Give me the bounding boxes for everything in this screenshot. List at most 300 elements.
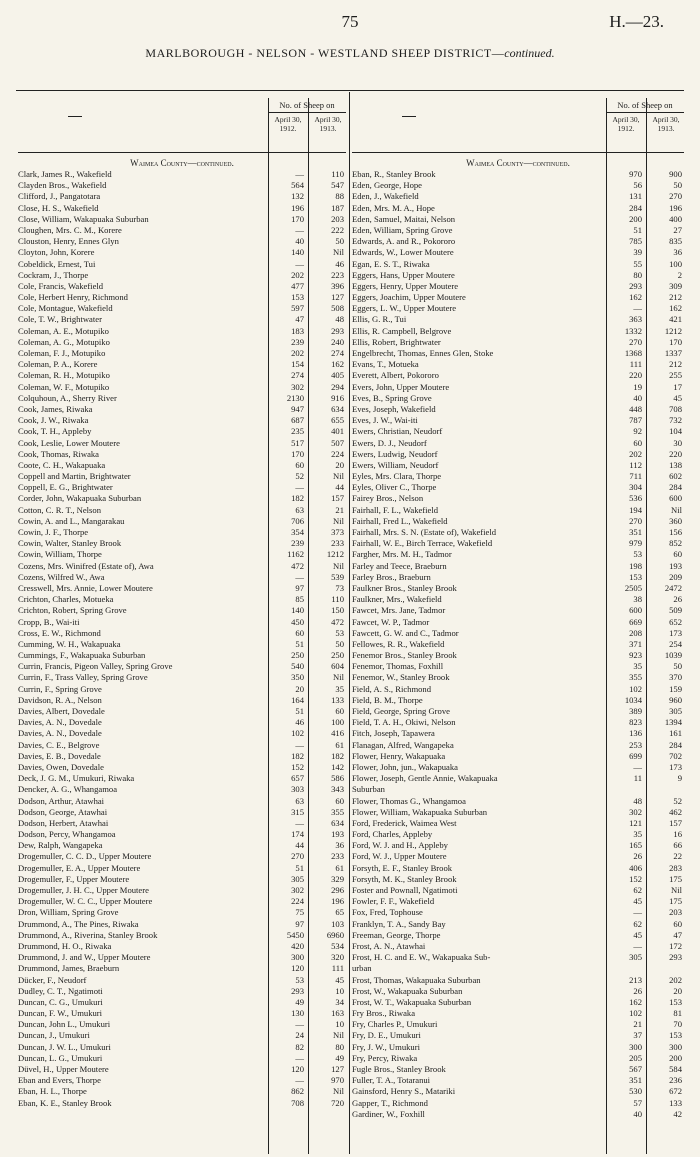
sheep-1913-value: 634 bbox=[331, 817, 344, 828]
sheep-1912-value: 136 bbox=[629, 728, 642, 739]
sheep-1913-value: 153 bbox=[669, 1030, 682, 1041]
sheep-1913-value: 163 bbox=[331, 1008, 344, 1019]
table-row bbox=[352, 583, 684, 594]
sheep-on-header: No. of Sheep on bbox=[617, 100, 673, 110]
table-row bbox=[18, 975, 346, 986]
owner-name: Frost, A. N., Atawhai bbox=[352, 940, 426, 951]
table-row bbox=[18, 370, 346, 381]
owner-name: Field, B. M., Thorpe bbox=[352, 694, 423, 705]
owner-name: Ewers, Ludwig, Neudorf bbox=[352, 448, 438, 459]
sheep-1913-value: 254 bbox=[669, 638, 682, 649]
owner-name: Cozens, Wilfred W., Awa bbox=[18, 571, 105, 582]
owner-name: Fairhall, F. L., Wakefield bbox=[352, 504, 439, 515]
sheep-1913-value: 157 bbox=[669, 817, 682, 828]
sheep-1913-value: 547 bbox=[331, 180, 344, 191]
table-row bbox=[352, 706, 684, 717]
owner-name: Fargher, Mrs. M. H., Tadmor bbox=[352, 549, 452, 560]
sheep-1913-value: 52 bbox=[673, 795, 682, 806]
sheep-1913-value: 274 bbox=[331, 348, 344, 358]
sheep-1913-value: Nil bbox=[333, 515, 344, 526]
owner-name: Fry, Percy, Riwaka bbox=[352, 1052, 418, 1063]
sheep-1912-value: 131 bbox=[629, 191, 642, 202]
owner-name: Fenemor, Thomas, Foxhill bbox=[352, 661, 444, 672]
table-row bbox=[352, 393, 684, 404]
sheep-1912-value: 19 bbox=[633, 381, 642, 392]
owner-name: Dencker, A. G., Whangamoa bbox=[18, 784, 118, 795]
owner-name: Drummond, James, Braeburn bbox=[18, 963, 120, 974]
table-row bbox=[352, 874, 684, 885]
sheep-1913-value: 60 bbox=[673, 918, 682, 929]
table-row bbox=[352, 1109, 684, 1120]
table-row bbox=[352, 919, 684, 930]
sheep-1912-value: 305 bbox=[291, 873, 304, 884]
sheep-1912-value: 85 bbox=[295, 594, 304, 605]
sheep-1912-value: 63 bbox=[295, 504, 304, 515]
sheep-1913-value: 110 bbox=[331, 169, 344, 179]
owner-name: Dodson, Arthur, Atawhai bbox=[18, 795, 105, 806]
sheep-1912-value: 923 bbox=[629, 650, 642, 661]
page-number: 75 bbox=[341, 12, 359, 31]
table-row bbox=[352, 930, 684, 941]
owner-name: Gainsford, Henry S., Matariki bbox=[352, 1086, 456, 1097]
sheep-1913-value: 600 bbox=[669, 493, 682, 504]
owner-name: Egan, E. S. T., Riwaka bbox=[352, 258, 430, 269]
table-row bbox=[18, 326, 346, 337]
owner-name: Cozens, Mrs. Winifred (Estate of), Awa bbox=[18, 560, 154, 571]
owner-name: Eden, George, Hope bbox=[352, 180, 423, 191]
sheep-1912-value: 51 bbox=[295, 638, 304, 649]
sheep-1913-value: 133 bbox=[331, 694, 344, 705]
owner-name: Eden, Mrs. M. A., Hope bbox=[352, 202, 435, 213]
section-heading: Waimea County—continued. bbox=[130, 158, 234, 168]
table-row bbox=[18, 1053, 346, 1064]
sheep-1912-value: 213 bbox=[629, 974, 642, 985]
owner-name: Drogemuller, C. C. D., Upper Moutere bbox=[18, 851, 152, 862]
sheep-1912-value: 97 bbox=[295, 582, 304, 593]
table-row bbox=[352, 348, 684, 359]
owner-name: Frost, W. T., Wakapuaka Suburban bbox=[352, 996, 472, 1007]
owner-name: Ewers, William, Neudorf bbox=[352, 459, 439, 470]
owner-name: Fawcet, W. P., Tadmor bbox=[352, 616, 430, 627]
sheep-1913-value: 65 bbox=[335, 907, 344, 918]
sheep-1912-value: 20 bbox=[295, 683, 304, 694]
table-row bbox=[352, 672, 684, 683]
owner-name: Fitch, Joseph, Tapawera bbox=[352, 728, 435, 739]
owner-name: Drummond, A., The Pines, Riwaka bbox=[18, 918, 139, 929]
sheep-1913-value: 46 bbox=[335, 258, 344, 269]
owner-name: Eggers, Joachim, Upper Moutere bbox=[352, 292, 466, 303]
owner-name: Duncan, F. W., Umukuri bbox=[18, 1008, 103, 1019]
sheep-1913-value: 405 bbox=[331, 370, 344, 381]
table-row bbox=[352, 236, 684, 247]
sheep-1913-value: 203 bbox=[669, 907, 682, 918]
owner-name: Evans, T., Motueka bbox=[352, 359, 419, 370]
table-row bbox=[18, 505, 346, 516]
sheep-1913-value: 44 bbox=[335, 482, 344, 493]
owner-name: Crichton, Charles, Motueka bbox=[18, 594, 114, 605]
sheep-1912-value: 40 bbox=[295, 236, 304, 247]
table-row bbox=[18, 415, 346, 426]
sheep-1912-value: 82 bbox=[295, 1041, 304, 1052]
sheep-1913-value: 47 bbox=[673, 929, 682, 940]
sheep-1912-value: 2505 bbox=[624, 582, 642, 593]
sheep-1912-value: 205 bbox=[629, 1052, 642, 1063]
owner-name: Davies, Albert, Dovedale bbox=[18, 706, 105, 716]
sheep-1913-value: 708 bbox=[669, 403, 682, 414]
left-column bbox=[18, 98, 346, 1109]
sheep-1913-value: 182 bbox=[331, 750, 344, 761]
sheep-1912-value: — bbox=[633, 940, 642, 951]
owner-name: Cook, T. H., Appleby bbox=[18, 426, 92, 437]
owner-name: Ewers, D. J., Neudorf bbox=[352, 437, 427, 448]
owner-name: Davies, A. N., Dovedale bbox=[18, 728, 102, 739]
owner-name: Cole, T. W., Brightwater bbox=[18, 314, 102, 325]
table-row bbox=[352, 740, 684, 751]
owner-name: Eggers, Hans, Upper Moutere bbox=[352, 269, 455, 280]
sheep-1912-value: 62 bbox=[633, 918, 642, 929]
owner-name: Clifford, J., Pangatotara bbox=[18, 191, 101, 202]
owner-name: Fowler, F. F., Wakefield bbox=[352, 896, 435, 907]
owner-name: Forsyth, E. F., Stanley Brook bbox=[352, 862, 453, 873]
table-row bbox=[352, 1008, 684, 1019]
owner-name: Duncan, J., Umukuri bbox=[18, 1030, 90, 1041]
table-row bbox=[352, 482, 684, 493]
sheep-1912-value: 657 bbox=[291, 773, 304, 784]
owner-name: Eyles, Oliver C., Thorpe bbox=[352, 482, 437, 493]
sheep-1913-value: 88 bbox=[335, 191, 344, 202]
owner-name: Drogemuller, E. A., Upper Moutere bbox=[18, 862, 141, 873]
sheep-1912-value: 45 bbox=[633, 929, 642, 940]
sheep-1913-value: 156 bbox=[669, 527, 682, 537]
sheep-1912-value: 708 bbox=[291, 1097, 304, 1108]
sheep-1912-value: — bbox=[295, 739, 304, 750]
sheep-1913-value: 173 bbox=[669, 761, 682, 772]
sheep-1913-value: 170 bbox=[669, 336, 682, 347]
table-row bbox=[352, 538, 684, 549]
sheep-1913-value: 48 bbox=[335, 314, 344, 325]
owner-name: Fenemor Bros., Stanley Brook bbox=[352, 650, 457, 661]
table-row bbox=[18, 986, 346, 997]
sheep-1913-value: 61 bbox=[335, 862, 344, 873]
sheep-1912-value: 153 bbox=[291, 292, 304, 303]
right-column bbox=[352, 98, 684, 1120]
table-row bbox=[18, 605, 346, 616]
table-row bbox=[18, 997, 346, 1008]
sheep-1913-value: 900 bbox=[669, 169, 682, 179]
owner-name: Davies, C. E., Belgrove bbox=[18, 739, 100, 750]
sheep-1913-value: 133 bbox=[669, 1097, 682, 1108]
table-row bbox=[18, 259, 346, 270]
sheep-1912-value: 53 bbox=[633, 549, 642, 560]
table-row bbox=[352, 986, 684, 997]
sheep-1912-value: 5450 bbox=[286, 929, 304, 940]
table-row bbox=[18, 740, 346, 751]
table-row bbox=[352, 471, 684, 482]
owner-name: Everett, Albert, Pokororo bbox=[352, 370, 439, 381]
owner-name: Eggers, Henry, Upper Moutere bbox=[352, 280, 459, 291]
owner-name: Flower, Henry, Wakapuaka bbox=[352, 750, 446, 761]
sheep-1913-value: 240 bbox=[331, 336, 344, 347]
sheep-1913-value: 224 bbox=[331, 448, 344, 459]
owner-name: Foster and Pownall, Ngatimoti bbox=[352, 885, 458, 895]
sheep-1912-value: 162 bbox=[629, 996, 642, 1007]
table-row bbox=[18, 807, 346, 818]
owner-name: Clark, James R., Wakefield bbox=[18, 169, 112, 179]
table-row bbox=[352, 337, 684, 348]
sheep-1913-value: 400 bbox=[669, 213, 682, 224]
sheep-1913-value: 916 bbox=[331, 392, 344, 403]
sheep-1912-value: 293 bbox=[291, 985, 304, 996]
sheep-1912-value: 52 bbox=[295, 471, 304, 482]
owner-name: Engelbrecht, Thomas, Ennes Glen, Stoke bbox=[352, 348, 494, 358]
right-column-header bbox=[352, 98, 684, 153]
sheep-1912-value: 194 bbox=[629, 504, 642, 515]
table-row bbox=[352, 896, 684, 907]
table-row bbox=[352, 796, 684, 807]
title-main: MARLBOROUGH - NELSON - WESTLAND SHEEP DISTRICT— bbox=[145, 46, 505, 60]
sheep-1912-value: 37 bbox=[633, 1030, 642, 1041]
owner-name: Fairhall, Mrs. S. N. (Estate of), Wakefield bbox=[352, 527, 497, 537]
owner-name: Fawcet, Mrs. Jane, Tadmor bbox=[352, 605, 446, 616]
sheep-1913-value: 175 bbox=[669, 873, 682, 884]
sheep-1913-value: 835 bbox=[669, 236, 682, 247]
sheep-1912-value: 540 bbox=[291, 661, 304, 672]
sheep-1913-value: 294 bbox=[331, 381, 344, 392]
sheep-1912-value: 389 bbox=[629, 706, 642, 716]
owner-name: Coote, C. H., Wakapuaka bbox=[18, 459, 106, 470]
sheep-1912-value: 48 bbox=[633, 795, 642, 806]
sheep-1912-value: 154 bbox=[291, 359, 304, 370]
table-row bbox=[18, 583, 346, 594]
sheep-1912-value: 102 bbox=[629, 683, 642, 694]
owner-name: Fuller, T. A., Totaranui bbox=[352, 1075, 431, 1086]
sheep-1912-value: 111 bbox=[629, 359, 642, 370]
sheep-1912-value: 132 bbox=[291, 191, 304, 202]
sheep-1912-value: 200 bbox=[629, 213, 642, 224]
owner-name: Freeman, George, Thorpe bbox=[352, 929, 441, 940]
sheep-1913-value: 602 bbox=[669, 471, 682, 482]
sheep-1913-value: 127 bbox=[331, 1064, 344, 1074]
sheep-1913-value: 193 bbox=[331, 829, 344, 840]
sheep-1912-value: 979 bbox=[629, 538, 642, 549]
sheep-1912-value: 302 bbox=[629, 806, 642, 817]
sheep-1913-value: 20 bbox=[673, 985, 682, 996]
right-rows bbox=[352, 169, 684, 1120]
table-row bbox=[18, 449, 346, 460]
sheep-1912-value: — bbox=[295, 817, 304, 828]
table-row bbox=[352, 203, 684, 214]
sheep-1912-value: 687 bbox=[291, 415, 304, 426]
sheep-1913-value: 138 bbox=[669, 459, 682, 470]
sheep-1912-value: 302 bbox=[291, 381, 304, 392]
table-row bbox=[352, 818, 684, 829]
table-row bbox=[18, 639, 346, 650]
sheep-1913-value: 401 bbox=[331, 426, 344, 437]
owner-name: Cole, Montague, Wakefield bbox=[18, 303, 113, 314]
owner-name: Cook, Leslie, Lower Moutere bbox=[18, 437, 120, 448]
sheep-1913-value: 507 bbox=[331, 437, 344, 448]
sheep-1912-value: 55 bbox=[633, 258, 642, 269]
table-row bbox=[18, 482, 346, 493]
owner-name: Fry, Charles P., Umukuri bbox=[352, 1019, 438, 1030]
table-row bbox=[18, 684, 346, 695]
sheep-1912-value: 304 bbox=[629, 482, 642, 493]
sheep-1913-value: Nil bbox=[333, 247, 344, 258]
owner-name: Duncan, L. G., Umukuri bbox=[18, 1052, 103, 1063]
sheep-1913-value: 200 bbox=[669, 1052, 682, 1063]
table-row bbox=[18, 628, 346, 639]
table-row bbox=[18, 527, 346, 538]
table-row bbox=[352, 617, 684, 628]
table-row bbox=[18, 493, 346, 504]
sheep-1913-value: 36 bbox=[673, 247, 682, 258]
table-row bbox=[18, 874, 346, 885]
sheep-1912-value: 120 bbox=[291, 1064, 304, 1074]
owner-name: Coleman, F. J., Motupiko bbox=[18, 348, 106, 358]
sheep-1912-value: 11 bbox=[633, 773, 642, 784]
table-row bbox=[352, 661, 684, 672]
sheep-1913-value: 150 bbox=[331, 605, 344, 616]
table-row bbox=[18, 191, 346, 202]
sheep-1912-value: 152 bbox=[629, 873, 642, 884]
sheep-1912-value: 1332 bbox=[624, 325, 642, 336]
sheep-1912-value: 102 bbox=[291, 728, 304, 739]
table-row bbox=[18, 561, 346, 572]
sheep-1912-value: 567 bbox=[629, 1064, 642, 1074]
sheep-1913-value: 1337 bbox=[664, 348, 682, 358]
owner-name: Fox, Fred, Tophouse bbox=[352, 907, 423, 918]
sheep-1913-value: 193 bbox=[669, 560, 682, 571]
sheep-1912-value: 564 bbox=[291, 180, 304, 191]
table-row bbox=[352, 952, 684, 963]
owner-name: Colquhoun, A., Sherry River bbox=[18, 392, 117, 403]
owner-name: Farley Bros., Braeburn bbox=[352, 571, 431, 582]
table-row bbox=[18, 851, 346, 862]
owner-name: Davies, E. B., Dovedale bbox=[18, 750, 101, 761]
owner-name: Franklyn, T. A., Sandy Bay bbox=[352, 918, 446, 929]
owner-name: Coleman, A. G., Motupiko bbox=[18, 336, 110, 347]
table-row bbox=[18, 382, 346, 393]
sheep-1912-value: 253 bbox=[629, 739, 642, 750]
sheep-1912-value: 208 bbox=[629, 627, 642, 638]
sheep-1913-value: 584 bbox=[669, 1064, 682, 1074]
sheep-1913-value: 539 bbox=[331, 571, 344, 582]
owner-name: Eden, William, Spring Grove bbox=[352, 224, 453, 235]
owner-name: Corder, John, Wakapuaka Suburban bbox=[18, 493, 142, 504]
sheep-1912-value: 284 bbox=[629, 202, 642, 213]
table-row bbox=[352, 941, 684, 952]
owner-name: Davidson, R. A., Nelson bbox=[18, 694, 102, 705]
owner-name: Cockram, J., Thorpe bbox=[18, 269, 89, 280]
table-row bbox=[18, 885, 346, 896]
owner-name: Eden, J., Wakefield bbox=[352, 191, 419, 202]
sheep-1912-value: 57 bbox=[633, 1097, 642, 1108]
owner-name: Drogemuller, W. C. C., Upper Moutere bbox=[18, 896, 153, 907]
sheep-1912-value: 785 bbox=[629, 236, 642, 247]
sheep-1912-value: 140 bbox=[291, 247, 304, 258]
sheep-1913-value: 60 bbox=[335, 706, 344, 716]
sheep-1913-value: 293 bbox=[331, 325, 344, 336]
table-row bbox=[18, 169, 346, 180]
owner-name: Cumming, W. H., Wakapuaka bbox=[18, 638, 121, 649]
year-1913-header: April 30, 1913. bbox=[652, 115, 680, 133]
sheep-1912-value: 947 bbox=[291, 403, 304, 414]
owner-name: Field, T. A. H., Okiwi, Nelson bbox=[352, 717, 456, 728]
table-row bbox=[18, 292, 346, 303]
table-row bbox=[18, 930, 346, 941]
sheep-1913-value: 223 bbox=[331, 269, 344, 280]
owner-name: Frost, Thomas, Wakapuaka Suburban bbox=[352, 974, 481, 985]
table-row bbox=[352, 180, 684, 191]
sheep-1913-value: 222 bbox=[331, 224, 344, 235]
owner-name: Cook, Thomas, Riwaka bbox=[18, 448, 99, 459]
sheep-1913-value: 416 bbox=[331, 728, 344, 739]
sheep-1913-value: 9 bbox=[677, 773, 682, 784]
sheep-1913-value: 26 bbox=[673, 594, 682, 605]
sheep-1913-value: 604 bbox=[331, 661, 344, 672]
sheep-1913-value: 73 bbox=[335, 582, 344, 593]
sheep-1912-value: 56 bbox=[633, 180, 642, 191]
owner-name: Duncan, C. G., Umukuri bbox=[18, 996, 103, 1007]
table-row bbox=[18, 438, 346, 449]
sheep-1913-value: Nil bbox=[333, 1030, 344, 1041]
sheep-1913-value: 157 bbox=[331, 493, 344, 504]
left-rows bbox=[18, 169, 346, 1109]
owner-name: Cowin, William, Thorpe bbox=[18, 549, 102, 560]
table-row bbox=[18, 236, 346, 247]
sheep-1913-value: 202 bbox=[669, 974, 682, 985]
sheep-1913-value: 534 bbox=[331, 940, 344, 951]
table-row bbox=[18, 773, 346, 784]
sheep-1913-value: 236 bbox=[669, 1075, 682, 1086]
sheep-1912-value: 60 bbox=[295, 459, 304, 470]
table-row bbox=[18, 1086, 346, 1097]
table-row bbox=[352, 997, 684, 1008]
sheep-1912-value: 351 bbox=[629, 527, 642, 537]
owner-name: Fenemor, W., Stanley Brook bbox=[352, 672, 450, 683]
table-row bbox=[352, 404, 684, 415]
sheep-1913-value: 421 bbox=[669, 314, 682, 325]
sheep-1912-value: 47 bbox=[295, 314, 304, 325]
sheep-1912-value: 21 bbox=[633, 1019, 642, 1030]
owner-name: Faulkner Bros., Stanley Brook bbox=[352, 582, 457, 593]
sheep-1912-value: 351 bbox=[629, 1075, 642, 1086]
table-row bbox=[18, 896, 346, 907]
table-row bbox=[352, 259, 684, 270]
table-row bbox=[18, 426, 346, 437]
table-row bbox=[18, 1075, 346, 1086]
sheep-1912-value: 120 bbox=[291, 963, 304, 974]
sheep-1913-value: 10 bbox=[335, 1019, 344, 1030]
owner-name: Fugle Bros., Stanley Brook bbox=[352, 1064, 446, 1074]
table-row bbox=[352, 963, 684, 974]
sheep-1912-value: 220 bbox=[629, 370, 642, 381]
sheep-1913-value: 50 bbox=[335, 638, 344, 649]
table-row bbox=[18, 359, 346, 370]
table-row bbox=[18, 270, 346, 281]
table-row bbox=[18, 516, 346, 527]
sheep-1913-value: 270 bbox=[669, 191, 682, 202]
owner-name: Evers, John, Upper Moutere bbox=[352, 381, 450, 392]
table-row bbox=[18, 796, 346, 807]
sheep-1912-value: 305 bbox=[629, 952, 642, 963]
owner-name: Ford, Charles, Appleby bbox=[352, 829, 433, 840]
sheep-1912-value: 165 bbox=[629, 840, 642, 851]
sheep-1913-value: 370 bbox=[669, 672, 682, 683]
owner-name: Frost, W., Wakapuaka Suburban bbox=[352, 985, 463, 996]
sheep-1913-value: 53 bbox=[335, 627, 344, 638]
sheep-1913-value: 159 bbox=[669, 683, 682, 694]
